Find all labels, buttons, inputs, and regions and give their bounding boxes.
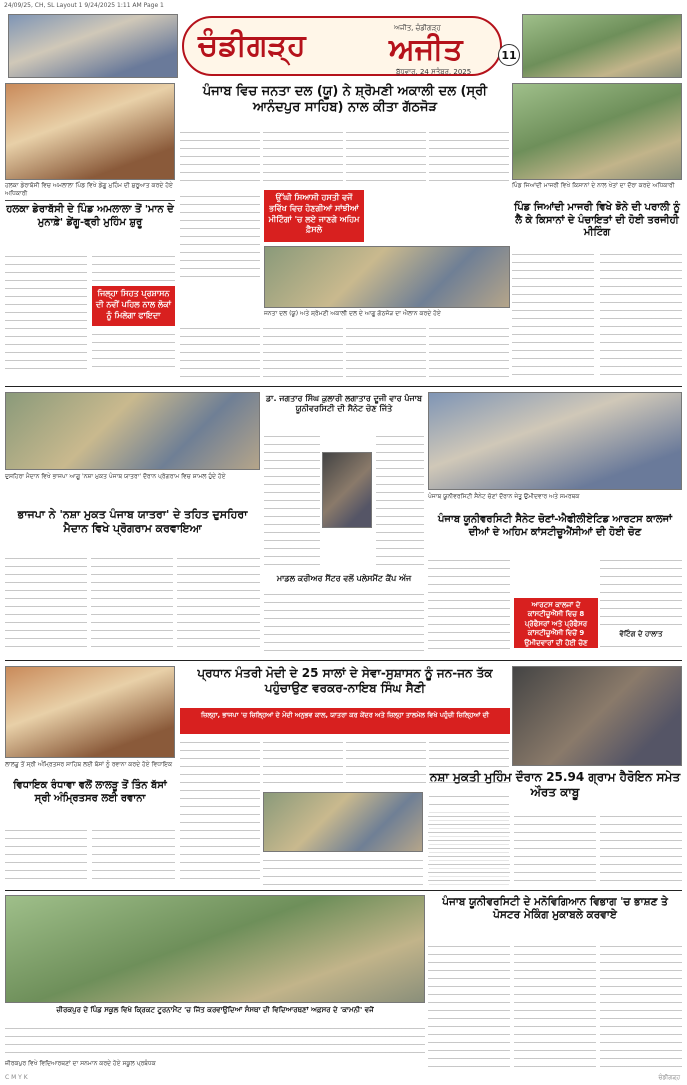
text-column <box>180 128 260 188</box>
headline-modi: ਪ੍ਰਧਾਨ ਮੰਤਰੀ ਮੋਦੀ ਦੇ 25 ਸਾਲਾਂ ਦੇ ਸੇਵਾ-ਸੁਸ਼ਾਸਨ ਨੂੰ ਜਨ-ਜਨ ਤੱਕ ਪਹੁੰਚਾਉਣ ਵਰਕਰ-ਨਾਇਬ ਸਿੰਘ ਸੈਣੀ <box>197 666 493 695</box>
headline-pu-senate: ਪੰਜਾਬ ਯੂਨੀਵਰਸਿਟੀ ਸੈਨੇਟ ਚੋਣਾਂ-ਐਫੀਲੀਏਟਿਡ ਆਰਟਸ ਕਾਲਜਾਂ ਦੀਆਂ ਦੇ ਅਹਿਮ ਕਾਂਸਟੀਚੂਐਂਸੀਆਂ ਦੀ ਹੋਈ ਚੋਣ <box>437 514 672 538</box>
masthead-small-label: ਅਜੀਤ, ਚੰਡੀਗੜ੍ਹ <box>394 24 441 32</box>
text-column <box>92 826 175 886</box>
headline-heroin: ਨਸ਼ਾ ਮੁਕਤੀ ਮੁਹਿੰਮ ਦੌਰਾਨ 25.94 ਗ੍ਰਾਮ ਹੈਰੋਇਨ ਸਮੇਤ ਔਰਤ ਕਾਬੂ <box>429 770 681 799</box>
text-column <box>264 590 424 654</box>
text-column <box>5 1024 425 1058</box>
text-column <box>428 556 510 654</box>
masthead-right-photo <box>522 14 682 78</box>
text-column <box>263 324 343 382</box>
photo-kulari <box>322 452 372 528</box>
text-column <box>376 432 424 568</box>
redbox-dengue: ਜਿਲ੍ਹਾ ਸਿਹਤ ਪ੍ਰਸ਼ਾਸਨ ਦੀ ਨਵੀਂ ਪਹਿਲ ਨਾਲ ਲੋਕਾਂ ਨੂੰ ਮਿਲੇਗਾ ਫਾਇਦਾ <box>92 286 175 326</box>
headline-lead: ਪੰਜਾਬ ਵਿਚ ਜਨਤਾ ਦਲ (ਯੂ) ਨੇ ਸ਼੍ਰੋਮਣੀ ਅਕਾਲੀ ਦਲ (ਸ੍ਰੀ ਆਨੰਦਪੁਰ ਸਾਹਿਬ) ਨਾਲ ਕੀਤਾ ਗੱਠਜੋੜ <box>202 84 488 116</box>
section-rule <box>5 386 682 387</box>
masthead-banner <box>182 16 502 76</box>
text-column <box>346 738 426 788</box>
photo-modi-event <box>263 792 423 852</box>
text-column <box>263 856 423 886</box>
text-column <box>512 250 594 380</box>
headline-debate: ਪੰਜਾਬ ਯੂਨੀਵਰਸਿਟੀ ਦੇ ਮਨੋਵਿਗਿਆਨ ਵਿਭਾਗ 'ਚ ਭਾਸ਼ਣ ਤੇ ਪੋਸਟਰ ਮੇਕਿੰਗ ਮੁਕਾਬਲੇ ਕਰਵਾਏ <box>442 896 668 922</box>
text-column <box>263 128 343 188</box>
redbar-modi: ਜ਼ਿਲ੍ਹਾ, ਭਾਜਪਾ 'ਚ ਜ਼ਿਲ੍ਹਿਆਂ ਦੇ ਮੋਦੀ ਅਨੁਭਵ ਕਾਲ, ਯਾਤਰਾ ਕਰ ਕੇਂਦਰ ਅਤੇ ਜ਼ਿਲ੍ਹਾ ਤਾਲਮੇਲ ਵਿਖੇ ਪਹੁੰਚੀ ਜ਼ਿਲ੍ਹਿਆਂ ਦੀ <box>180 708 510 734</box>
kicker-senate: ਡਾ. ਜਗਤਾਰ ਸਿੰਘ ਕੁਲਾਰੀ ਲਗਾਤਾਰ ਦੂਜੀ ਵਾਰ ਪੰਜਾਬ ਯੂਨੀਵਰਸਿਟੀ ਦੀ ਸੈਨੇਟ ਚੋਣ ਜਿੱਤੇ <box>265 394 423 413</box>
masthead-title: ਅਜੀਤ <box>389 32 463 67</box>
caption-bjp: ਦੁਸਹਿਰਾ ਮੈਦਾਨ ਵਿਖੇ ਭਾਜਪਾ ਆਗੂ 'ਨਸ਼ਾ ਮੁਕਤ ਪੰਜਾਬ ਯਾਤਰਾ' ਦੌਰਾਨ ਪ੍ਰੋਗਰਾਮ ਵਿਚ ਸ਼ਾਮਲ ਹੁੰਦੇ ਹੋਏ <box>5 473 226 480</box>
text-column <box>514 812 596 886</box>
text-column <box>428 812 510 886</box>
masthead-left-photo <box>8 14 178 78</box>
text-column <box>5 554 87 654</box>
text-column <box>91 554 173 654</box>
text-column <box>429 324 509 382</box>
text-column <box>429 128 509 188</box>
headline-dengue: ਹਲਕਾ ਡੇਰਾਬੱਸੀ ਦੇ ਪਿੰਡ ਅਮਲਾਲਾ ਤੋਂ 'ਮਾਨ ਦੇ ਮੁਨਾਫ਼ੇ' ਡੇਂਗੂ-ਫ੍ਰੀ ਮੁਹਿੰਮ ਸ਼ੁਰੂ <box>6 204 174 228</box>
text-column <box>600 556 682 626</box>
text-column <box>346 128 426 188</box>
masthead-date: ਬੁੱਧਵਾਰ, 24 ਸਤੰਬਰ, 2025 <box>396 68 472 76</box>
text-column <box>264 432 320 568</box>
caption-bus: ਲਾਲੜੂ ਤੋਂ ਸ੍ਰੀ ਅੰਮ੍ਰਿਤਸਰ ਸਾਹਿਬ ਲਈ ਬੱਸਾਂ ਨੂੰ ਰਵਾਨਾ ਕਰਦੇ ਹੋਏ ਵਿਧਾਇਕ <box>5 761 173 768</box>
caption-fields: ਪਿੰਡ ਜਿਆਂਦੀ ਮਾਜਰੀ ਵਿਖੇ ਕਿਸਾਨਾਂ ਦੇ ਨਾਲ ਖੇਤਾਂ ਦਾ ਦੌਰਾ ਕਰਦੇ ਅਧਿਕਾਰੀ <box>512 182 675 189</box>
page-number: 11 <box>498 44 520 66</box>
subhead-placement: ਮਾਡਲ ਕਰੀਅਰ ਸੈਂਟਰ ਵਲੋਂ ਪਲੇਸਮੈਂਟ ਕੈਂਪ ਅੱਜ <box>276 574 412 583</box>
photo-heroin <box>512 666 682 766</box>
strip-school: ਜ਼ੀਰਕਪੁਰ ਦੇ ਪਿੰਡ ਸਕੂਲ ਵਿਖੇ ਕ੍ਰਿਕਟ ਟੂਰਨਾਮੈਂਟ 'ਚ ਜਿੱਤ ਕਰਵਾਉਂਦਿਆਂ ਸੰਸਥਾ ਦੀ ਵਿਦਿਆਰਥਣਾਂ ਅਫ਼ਸਰ ਦੇ 'ਕਾਮਨੀ' ਵਜੋਂ <box>56 1006 374 1014</box>
text-column <box>428 942 510 1068</box>
masthead-city: ਚੰਡੀਗੜ੍ਹ <box>198 28 306 63</box>
photo-bjp <box>5 392 260 470</box>
redbox-alliance: ਉੱਘੀ ਸਿਆਸੀ ਹਸਤੀ ਵਜੋਂ ਭਵਿੱਖ ਵਿਚ ਹੋਣਗੀਆਂ ਸਾਂਝੀਆਂ ਮੀਟਿੰਗਾਂ 'ਚ ਲਏ ਜਾਣਗੇ ਅਹਿਮ ਫ਼ੈਸਲੇ <box>264 190 364 242</box>
print-slug: 24/09/25, CH, SL Layout 1 9/24/2025 1:11 AM Page 1 <box>4 2 164 9</box>
headline-fields: ਪਿੰਡ ਜਿਆਂਦੀ ਮਾਜਰੀ ਵਿਖੇ ਝੋਨੇ ਦੀ ਪਰਾਲੀ ਨੂੰ ਲੈ ਕੇ ਕਿਸਾਨਾਂ ਦੇ ਪੰਚਾਇਤਾਂ ਦੀ ਹੋਈ ਤਰਜੀਹੀ ਮੀਟਿੰਗ <box>514 202 680 238</box>
photo-dengue-launch <box>5 83 175 180</box>
divider <box>5 200 175 201</box>
text-column <box>180 192 260 282</box>
text-column <box>600 812 682 886</box>
text-column <box>5 252 87 370</box>
text-column <box>92 330 175 370</box>
headline-bus: ਵਿਧਾਇਕ ਰੰਧਾਵਾ ਵਲੋਂ ਲਾਲੜੂ ਤੋਂ ਤਿੰਨ ਬੱਸਾਂ ਸ੍ਰੀ ਅੰਮ੍ਰਿਤਸਰ ਲਈ ਰਵਾਨਾ <box>13 780 167 804</box>
caption-pu: ਪੰਜਾਬ ਯੂਨੀਵਰਸਿਟੀ ਸੈਨੇਟ ਚੋਣਾਂ ਦੌਰਾਨ ਜੇਤੂ ਉਮੀਦਵਾਰ ਅਤੇ ਸਮਰਥਕ <box>428 493 580 500</box>
text-column <box>600 642 682 654</box>
section-rule <box>5 890 682 891</box>
text-column <box>600 942 682 1068</box>
text-column <box>180 324 260 382</box>
photo-school <box>5 895 425 1003</box>
photo-alliance <box>264 246 510 308</box>
footer-cmyk: C M Y K <box>5 1074 28 1081</box>
text-column <box>5 826 87 886</box>
caption-dengue: ਹਲਕਾ ਡੇਰਾਬੱਸੀ ਵਿਚ ਅਮਲਾਲਾ ਪਿੰਡ ਵਿਖੇ ਡੇਂਗੂ ਮੁਹਿੰਮ ਦੀ ਸ਼ੁਰੂਆਤ ਕਰਦੇ ਹੋਏ ਅਧਿਕਾਰੀ <box>5 182 173 197</box>
text-column <box>92 252 175 282</box>
caption-alliance: ਜਨਤਾ ਦਲ (ਯੂ) ਅਤੇ ਸ਼੍ਰੋਮਣੀ ਅਕਾਲੀ ਦਲ ਦੇ ਆਗੂ ਗੱਠਜੋੜ ਦਾ ਐਲਾਨ ਕਰਦੇ ਹੋਏ <box>264 310 441 317</box>
text-column <box>514 942 596 1068</box>
text-column <box>180 738 260 886</box>
text-column <box>600 250 682 380</box>
text-column <box>263 738 343 788</box>
photo-bus <box>5 666 175 758</box>
redbox-pu: ਆਰਟਸ ਕਾਲਜਾਂ ਦੇ ਕਾਂਸਟੀਚੂਐਂਸੀ ਵਿਚ 8 ਪ੍ਰੋਫੈਸਰਾਂ ਅਤੇ ਪ੍ਰੋਫੈਸਰ ਕਾਂਸਟੀਚੂਐਂਸੀ ਵਿਚੋਂ 9 ਉਮੀਦਵਾਰਾਂ ਦੀ ਹੋਈ ਚੋਣ <box>514 598 598 648</box>
section-rule <box>5 660 682 661</box>
photo-pu-senate <box>428 392 682 490</box>
footer-city: ਚੰਡੀਗੜ੍ਹ <box>658 1074 680 1081</box>
text-column <box>346 324 426 382</box>
headline-bjp: ਭਾਜਪਾ ਨੇ 'ਨਸ਼ਾ ਮੁਕਤ ਪੰਜਾਬ ਯਾਤਰਾ' ਦੇ ਤਹਿਤ ਦੁਸਹਿਰਾ ਮੈਦਾਨ ਵਿਖੇ ਪ੍ਰੋਗਰਾਮ ਕਰਵਾਇਆ <box>17 508 248 535</box>
caption-school: ਜ਼ੀਰਕਪੁਰ ਵਿਖੇ ਵਿਦਿਆਰਥਣਾਂ ਦਾ ਸਨਮਾਨ ਕਰਦੇ ਹੋਏ ਸਕੂਲ ਪ੍ਰਬੰਧਕ <box>5 1060 156 1067</box>
photo-fields <box>512 83 682 180</box>
text-column <box>177 554 260 654</box>
subhead-voting: ਵੋਟਿੰਗ ਦੇ ਹਾਲਾਤ <box>619 630 663 638</box>
